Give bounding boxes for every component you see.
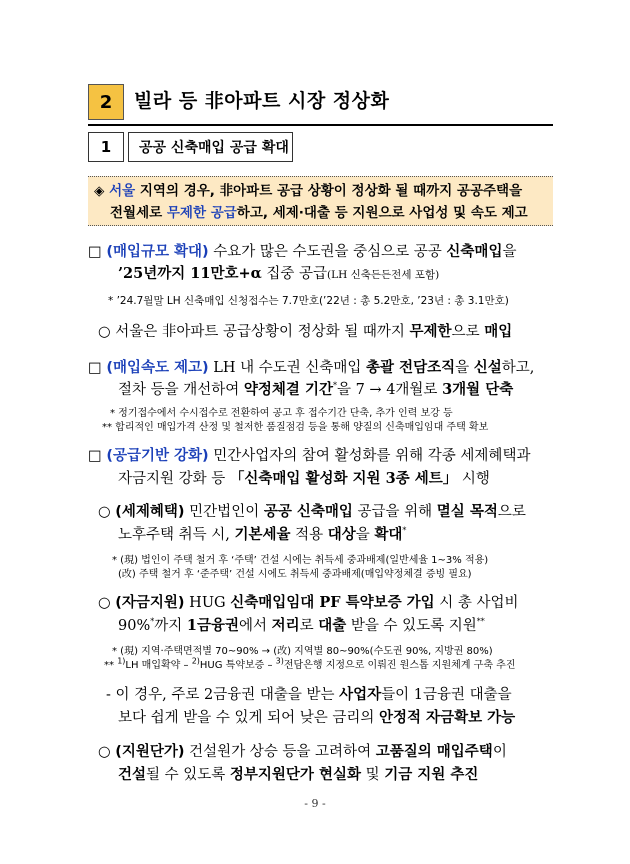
subsection-number: 1 bbox=[88, 132, 124, 162]
summary-line-2: 전월세로 무제한 공급하고, 세제·대출 등 지원으로 사업성 및 속도 제고 bbox=[110, 205, 528, 221]
item-purchase-speed-note-1: * 정기접수에서 수시접수로 전환하여 공고 후 접수기간 단축, 추가 인력 보강 등 bbox=[110, 408, 453, 419]
item-seoul-unlimited: ○ 서울은 非아파트 공급상황이 정상화 될 때까지 무제한으로 매입 bbox=[98, 323, 513, 340]
item-financing-line-2: 90%*까지 1금융권에서 저리로 대출 받을 수 있도록 지원** bbox=[118, 617, 485, 634]
item-tag: (세제혜택) bbox=[115, 504, 185, 520]
item-financing-note-1: * (現) 지역·주택면적별 70~90% → (改) 지역별 80~90%(수도권 90%, 지방권 80%) bbox=[112, 646, 493, 657]
page-number: - 9 - bbox=[304, 797, 326, 810]
item-purchase-scale-line-1: □ (매입규모 확대) 수요가 많은 수도권을 중심으로 공공 신축매입을 bbox=[88, 243, 517, 260]
checkbox-square-icon: □ bbox=[88, 244, 102, 260]
circle-bullet-icon: ○ bbox=[98, 504, 111, 520]
item-supply-base-line-1: □ (공급기반 강화) 민간사업자의 참여 활성화를 위해 각종 세제혜택과 bbox=[88, 448, 531, 464]
item-tax-benefit-note-2: (改) 주택 철거 후 ‘준주택’ 건설 시에도 취득세 중과배제(매입약정체결 증빙 필요) bbox=[118, 569, 472, 580]
item-financing-effect-line-2: 보다 쉽게 받을 수 있게 되어 낮은 금리의 안정적 자금확보 가능 bbox=[118, 709, 516, 726]
item-tag: (매입규모 확대) bbox=[106, 244, 209, 260]
item-tag: (매입속도 제고) bbox=[106, 360, 209, 376]
summary-line-1: ◈ 서울 지역의 경우, 非아파트 공급 상황이 정상화 될 때까지 공공주택을 bbox=[94, 183, 523, 199]
summary-box bbox=[88, 176, 553, 226]
section-divider bbox=[88, 124, 553, 126]
diamond-bullet-icon: ◈ bbox=[94, 183, 105, 199]
item-support-price-line-2: 건설될 수 있도록 정부지원단가 현실화 및 기금 지원 추진 bbox=[118, 766, 479, 783]
section-number: 2 bbox=[88, 84, 124, 120]
circle-bullet-icon: ○ bbox=[98, 595, 111, 611]
item-tax-benefit-note-1: * (現) 법인이 주택 철거 후 ‘주택’ 건설 시에는 취득세 중과배제(일반세율 1~3% 적용) bbox=[112, 555, 489, 566]
checkbox-square-icon: □ bbox=[88, 360, 102, 376]
circle-bullet-icon: ○ bbox=[98, 744, 111, 760]
item-purchase-scale-note: * ’24.7월말 LH 신축매입 신청접수는 7.7만호(’22년 : 총 5.2만호, ’23년 : 총 3.1만호) bbox=[108, 295, 509, 307]
item-tax-benefit-line-1: ○ (세제혜택) 민간법인이 공공 신축매입 공급을 위해 멸실 목적으로 bbox=[98, 503, 526, 520]
item-tag: (공급기반 강화) bbox=[106, 448, 209, 464]
checkbox-square-icon: □ bbox=[88, 448, 102, 464]
subsection-title: 공공 신축매입 공급 확대 bbox=[128, 132, 293, 162]
section-title: 빌라 등 非아파트 시장 정상화 bbox=[134, 90, 390, 112]
item-purchase-speed-line-1: □ (매입속도 제고) LH 내 수도권 신축매입 총괄 전담조직을 신설하고, bbox=[88, 359, 535, 376]
item-financing-note-2: ** $^{1)}$LH 매입확약 – $^{2)}$HUG 특약보증 – $^{3)}$전담은행 지정으로 이뤄진 원스톱 지원체계 구축 추진 bbox=[104, 656, 516, 671]
item-purchase-speed-line-2: 절차 등을 개선하여 약정체결 기간*을 7 → 4개월로 3개월 단축 bbox=[118, 381, 514, 398]
item-supply-base-line-2: 자금지원 강화 등 「신축매입 활성화 지원 3종 세트」 시행 bbox=[118, 470, 490, 487]
item-support-price-line-1: ○ (지원단가) 건설원가 상승 등을 고려하여 고품질의 매입주택이 bbox=[98, 743, 507, 760]
section-header bbox=[88, 84, 553, 120]
item-financing-line-1: ○ (자금지원) HUG 신축매입임대 PF 특약보증 가입 시 총 사업비 bbox=[98, 594, 519, 611]
item-financing-effect-line-1: - 이 경우, 주로 2금융권 대출을 받는 사업자들이 1금융권 대출을 bbox=[106, 686, 512, 703]
item-tag: (지원단가) bbox=[115, 744, 185, 760]
item-tax-benefit-line-2: 노후주택 취득 시, 기본세율 적용 대상을 확대* bbox=[118, 526, 407, 543]
dash-bullet: - bbox=[106, 687, 116, 703]
item-tag: (자금지원) bbox=[115, 595, 185, 611]
item-purchase-speed-note-2: ** 합리적인 매입가격 산정 및 철저한 품질점검 등을 통해 양질의 신축매입임대 주택 확보 bbox=[102, 422, 489, 433]
circle-bullet-icon: ○ bbox=[98, 324, 111, 340]
item-purchase-scale-line-2: ’25년까지 11만호+α 집중 공급(LH 신축든든전세 포함) bbox=[118, 265, 440, 282]
